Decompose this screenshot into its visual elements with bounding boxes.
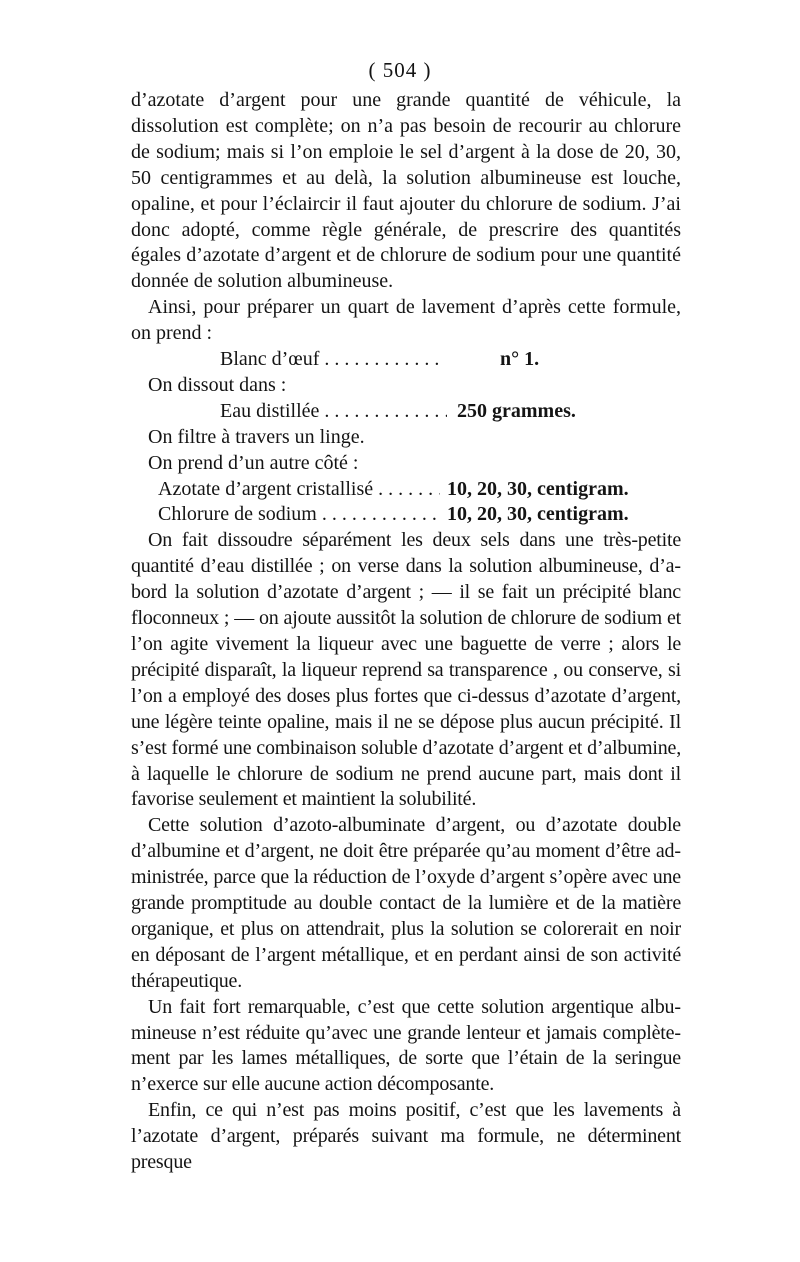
recipe-line-value: n° 1. (500, 348, 540, 371)
recipe-line-label: Blanc d’œuf . . . (220, 347, 445, 373)
instruction-other-side: On prend d’un autre côté : (148, 451, 359, 474)
recipe-line-value: 10, 20, 30, centigram. (447, 503, 629, 526)
page-body (131, 88, 681, 1176)
recipe-line-label: Azotate d’argent cristallisé . . . (158, 477, 440, 503)
instruction-filter: On filtre à travers un linge. (148, 425, 365, 448)
recipe-line-egg-white (131, 347, 681, 373)
paragraph-enema-preparation-intro: Ainsi, pour préparer un quart de lavement d’après cette formule, on prend : (131, 296, 681, 345)
instruction-dissolve: On dissout dans : (148, 373, 287, 396)
recipe-line-sodium-chloride (131, 502, 681, 528)
paragraph-dissolution-procedure: On fait dissoudre séparément les deux sels dans une très-petite quantité d’eau distillée ; on verse dans la solution albumineuse, d’abord la solution d’azotate d’argent ; — il se fait un précipité blanc floconneux ; — on ajoute aussitôt la solution de chlorure de sodium et l’on agite vivement la liqueur avec une baguette de verre ; alors le précipité disparaît, la liqueur reprend sa transparence , ou conserve, si l’on a employé des doses plus fortes que ci-dessus d’azotate d’argent, une légère teinte opaline, mais il ne se dépose plus aucun précipité. Il s’est formé une combinaison soluble d’azotate d’argent et d’albumine, à laquelle le chlorure de sodium ne prend aucune part, mais dont il favorise seulement et maintient la solubilité. (131, 529, 681, 811)
paragraph-remarkable-fact: Un fait fort remarquable, c’est que cette solution argentique albumineuse n’est réduite qu’avec une grande lenteur et jamais complètement par les lames métalliques, de sorte que l’étain de la seringue n’exerce sur elle aucune action décomposante. (131, 995, 681, 1096)
paragraph-azoto-albuminate: Cette solution d’azoto-albuminate d’argent, ou d’azotate double d’albumine et d’argent, ne doit être préparée qu’au moment d’être administrée, parce que la réduction de l’oxyde d’argent s’opère avec une grande promptitude au double contact de la lumière et de la matière organique, et plus on attendrait, plus la solution se colorerait en noir en déposant de l’argent métallique, et en perdant ainsi de son activité thérapeutique. (131, 814, 681, 992)
recipe-line-value: 10, 20, 30, centigram. (447, 477, 629, 500)
recipe-line-distilled-water (131, 399, 681, 425)
recipe-line-value: 250 grammes. (457, 399, 576, 422)
paragraph-silver-nitrate-dose: d’azotate d’argent pour une grande quantité de véhicule, la dissolution est complète; on n’a pas besoin de recourir au chlorure de sodium; mais si l’on emploie le sel d’argent à la dose de 20, 30, 50 centigrammes et au delà, la solution albumineuse est louche, opaline, et pour l’éclaircir il faut ajouter du chlorure de sodium. J’ai donc adopté, comme règle générale, de prescrire des quantités égales d’azotate d’argent et de chlorure de sodium pour une quantité donnée de solution albumineuse. (131, 89, 681, 293)
recipe-line-label: Eau distillée . . . (220, 399, 447, 425)
page-number: ( 504 ) (368, 58, 432, 82)
paragraph-finally: Enfin, ce qui n’est pas moins positif, c’est que les lavements à l’azotate d’argent, préparés suivant ma formule, ne déterminent presque (131, 1099, 681, 1174)
recipe-line-silver-nitrate (131, 477, 681, 503)
recipe-line-label: Chlorure de sodium . . . (158, 502, 440, 528)
